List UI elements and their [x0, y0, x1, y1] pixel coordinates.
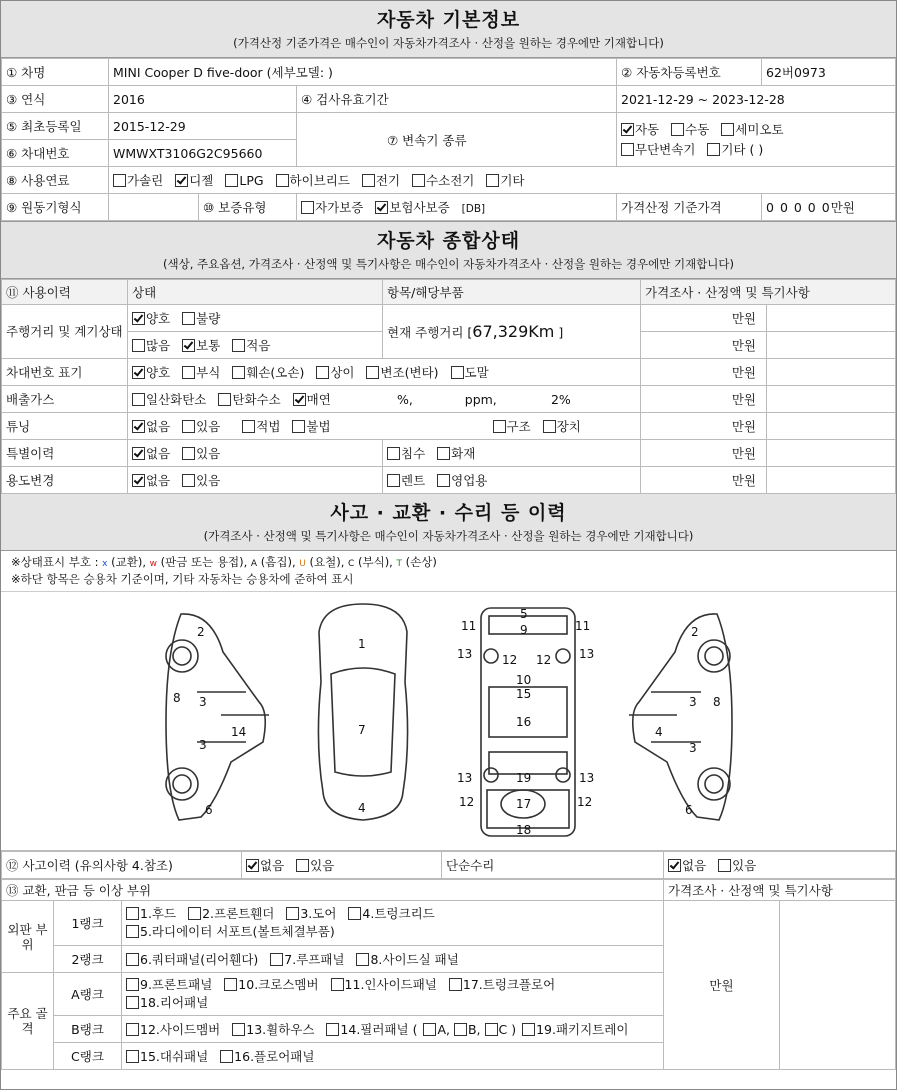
- overall-table: [1, 279, 896, 494]
- rankB-label: B랭크: [54, 1016, 122, 1043]
- parts-price-label: 가격조사 · 산정액 및 특기사항: [664, 880, 896, 901]
- diag-left-6: 6: [205, 803, 213, 817]
- firstreg-label: ⑤ 최초등록일: [2, 113, 109, 140]
- vinmark-note: [767, 359, 896, 386]
- warranty-options: [297, 194, 617, 221]
- accident-history-table: [1, 851, 896, 879]
- checkbox-icon[interactable]: [331, 978, 344, 991]
- mileage-value: 67,329Km: [472, 322, 555, 341]
- fuel-lpg[interactable]: LPG: [225, 173, 263, 188]
- tuning-options: [128, 413, 641, 440]
- inspect-label: ④ 검사유효기간: [297, 86, 617, 113]
- vinmark-good[interactable]: 양호: [132, 363, 170, 381]
- diag-left-3b: 3: [199, 738, 207, 752]
- checkbox-icon[interactable]: [175, 174, 188, 187]
- special-yes[interactable]: 있음: [182, 444, 220, 462]
- checkbox-icon[interactable]: [132, 312, 145, 325]
- emission-co[interactable]: 일산화탄소: [132, 390, 206, 408]
- rankC-label: C랭크: [54, 1043, 122, 1070]
- model-label: ① 차명: [2, 59, 109, 86]
- checkbox-icon[interactable]: [132, 366, 145, 379]
- vinmark-diff[interactable]: 상이: [316, 363, 354, 381]
- tuning-device[interactable]: 장치: [543, 417, 581, 435]
- vinmark-rust[interactable]: 부식: [182, 363, 220, 381]
- diag-under-12b: 12: [536, 653, 552, 667]
- checkbox-icon[interactable]: [293, 393, 306, 406]
- part-roof-panel[interactable]: 7.루프패널: [270, 950, 344, 968]
- legend-line: ※상태표시 부호 : x (교환), w (판금 또는 용접), A (흠집), U (요철), C (부식), T (손상): [11, 555, 437, 569]
- overall-title: 자동차 종합상태: [376, 230, 521, 252]
- part-side-sill[interactable]: 8.사이드실 패널: [356, 950, 458, 968]
- diag-right-8: 8: [713, 695, 721, 709]
- part-cross-member[interactable]: 10.크로스멤버: [224, 976, 318, 994]
- basic-info-subtitle: (가격산정 기준가격은 매수인이 자동차가격조사 · 산정을 원하는 경우에만 기재합니다): [233, 36, 664, 50]
- special-fire[interactable]: 화재: [437, 444, 475, 462]
- emission-unit-ppm: ppm,: [464, 392, 497, 407]
- diag-under-13b: 13: [579, 647, 595, 661]
- emission-price: 만원: [641, 386, 767, 413]
- checkbox-icon[interactable]: [132, 393, 145, 406]
- checkbox-icon[interactable]: [522, 1023, 535, 1036]
- fuel-other[interactable]: 기타: [486, 171, 524, 189]
- part-door[interactable]: 3.도어: [286, 905, 336, 923]
- rankB-items: [122, 1016, 664, 1043]
- usage-note: [767, 467, 896, 494]
- simple-repair-label: 단순수리: [442, 852, 664, 879]
- mileage-label: 주행거리 및 계기상태: [2, 305, 128, 359]
- part-inside-panel[interactable]: 11.인사이드패널: [331, 976, 437, 994]
- overall-subtitle: (색상, 주요옵션, 가격조사 · 산정액 및 특기사항은 매수인이 자동차가격조사 · 산정을 원하는 경우에만 기재합니다): [162, 257, 735, 271]
- checkbox-icon[interactable]: [485, 1023, 498, 1036]
- simple-none[interactable]: 없음: [668, 856, 706, 874]
- checkbox-icon[interactable]: [224, 978, 237, 991]
- diag-under-19: 19: [516, 771, 532, 785]
- diag-top-7: 7: [358, 723, 366, 737]
- outer-label: 외판 부위: [2, 901, 54, 973]
- diag-under-18: 18: [516, 823, 532, 837]
- tuning-legal[interactable]: 적법: [242, 417, 280, 435]
- diag-under-12c: 12: [459, 795, 475, 809]
- checkbox-icon[interactable]: [220, 1050, 233, 1063]
- fuel-hydrogen[interactable]: 수소전기: [412, 171, 474, 189]
- parts-label: ⑬ 교환, 판금 등 이상 부위: [2, 880, 664, 901]
- trans-manual[interactable]: 수동: [671, 120, 709, 140]
- basic-info-header: [1, 1, 896, 58]
- checkbox-icon[interactable]: [126, 925, 139, 938]
- mileage-note: [767, 305, 896, 332]
- checkbox-icon[interactable]: [182, 420, 195, 433]
- parts-table: [1, 879, 896, 1070]
- checkbox-icon[interactable]: [375, 201, 388, 214]
- checkbox-icon[interactable]: [232, 1023, 245, 1036]
- mileage-state-2: [128, 332, 383, 359]
- checkbox-icon[interactable]: [126, 996, 139, 1009]
- checkbox-icon[interactable]: [387, 447, 400, 460]
- rank1-label: 1랭크: [54, 901, 122, 946]
- rank1-items: [122, 901, 664, 946]
- tuning-yes[interactable]: 있음: [182, 417, 220, 435]
- checkbox-icon[interactable]: [286, 907, 299, 920]
- basic-info-title: 자동차 기본정보: [376, 9, 521, 31]
- tuning-price: 만원: [641, 413, 767, 440]
- part-package-tray[interactable]: 19.패키지트레이: [522, 1020, 628, 1038]
- tuning-illegal[interactable]: 불법: [292, 417, 330, 435]
- special-none[interactable]: 없음: [132, 444, 170, 462]
- special-note: [767, 440, 896, 467]
- checkbox-icon[interactable]: [451, 366, 464, 379]
- legend-notes: [1, 551, 896, 592]
- trans-auto[interactable]: 자동: [621, 120, 659, 140]
- checkbox-icon[interactable]: [218, 393, 231, 406]
- emission-options: [128, 386, 641, 413]
- overall-header: [1, 221, 896, 279]
- diag-top-4: 4: [358, 801, 366, 815]
- emission-unit-pct: %,: [396, 392, 413, 407]
- col-history: ⑪ 사용이력: [2, 280, 128, 305]
- frame-label: 주요 골격: [2, 973, 54, 1070]
- checkbox-icon[interactable]: [126, 1050, 139, 1063]
- checkbox-icon[interactable]: [232, 339, 245, 352]
- checkbox-icon[interactable]: [132, 339, 145, 352]
- mileage-bad[interactable]: 불량: [182, 309, 220, 327]
- checkbox-icon[interactable]: [437, 447, 450, 460]
- trans-label-text: ⑦ 변속기 종류: [387, 132, 467, 148]
- checkbox-icon[interactable]: [126, 953, 139, 966]
- pillar-a[interactable]: A,: [423, 1022, 450, 1037]
- fuel-electric[interactable]: 전기: [362, 171, 400, 189]
- part-front-fender[interactable]: 2.프론트휀더: [188, 905, 274, 923]
- year-value: 2016: [109, 86, 297, 113]
- special-options: [128, 440, 383, 467]
- price-value: 0 0 0 0 0만원: [762, 194, 896, 221]
- trans-cvt[interactable]: 무단변속기: [621, 140, 695, 160]
- fuel-gasoline[interactable]: 가솔린: [113, 171, 163, 189]
- trans-semi[interactable]: 세미오토: [721, 120, 783, 140]
- checkbox-icon[interactable]: [543, 420, 556, 433]
- pillar-b[interactable]: B,: [454, 1022, 481, 1037]
- diag-under-11b: 11: [575, 619, 591, 633]
- usage-rent[interactable]: 렌트: [387, 471, 425, 489]
- checkbox-icon[interactable]: [449, 978, 462, 991]
- checkbox-icon[interactable]: [182, 312, 195, 325]
- part-front-panel[interactable]: 9.프론트패널: [126, 976, 212, 994]
- accident-header: [1, 494, 896, 551]
- mileage-good[interactable]: 양호: [132, 309, 170, 327]
- checkbox-icon[interactable]: [671, 123, 684, 136]
- regno-value: 62버0973: [762, 59, 896, 86]
- checkbox-icon[interactable]: [188, 907, 201, 920]
- checkbox-icon[interactable]: [493, 420, 506, 433]
- fuel-label: ⑧ 사용연료: [2, 167, 109, 194]
- tuning-note: [767, 413, 896, 440]
- checkbox-icon[interactable]: [113, 174, 126, 187]
- usage-options: [128, 467, 383, 494]
- checkbox-icon[interactable]: [246, 859, 259, 872]
- emission-smoke[interactable]: 매연: [293, 390, 331, 408]
- checkbox-icon[interactable]: [326, 1023, 339, 1036]
- regno-label: ② 자동차등록번호: [617, 59, 762, 86]
- vinmark-price: 만원: [641, 359, 767, 386]
- accident-subtitle: (가격조사 · 산정액 및 특기사항은 매수인이 자동차가격조사 · 산정을 원하는 경우에만 기재합니다): [203, 529, 694, 543]
- model-value: MINI Cooper D five-door (세부모델: ): [109, 59, 617, 86]
- checkbox-icon[interactable]: [126, 907, 139, 920]
- part-trunk-lid[interactable]: 4.트렁크리드: [348, 905, 434, 923]
- col-item: 항목/해당부품: [383, 280, 641, 305]
- checkbox-icon[interactable]: [132, 447, 145, 460]
- trans-other[interactable]: 기타 ( ): [707, 140, 763, 160]
- mileage-many[interactable]: 많음: [132, 336, 170, 354]
- emission-smoke-value: 2%: [550, 392, 571, 407]
- firstreg-value: 2015-12-29: [109, 113, 297, 140]
- warranty-insurer[interactable]: 보험사보증: [375, 198, 449, 216]
- diag-under-16: 16: [516, 715, 532, 729]
- fuel-hybrid[interactable]: 하이브리드: [276, 171, 350, 189]
- special-price: 만원: [641, 440, 767, 467]
- checkbox-icon[interactable]: [232, 366, 245, 379]
- accident-yes[interactable]: 있음: [296, 856, 334, 874]
- diag-under-17: 17: [516, 797, 532, 811]
- diag-left-3a: 3: [199, 695, 207, 709]
- diag-right-3a: 3: [689, 695, 697, 709]
- checkbox-icon[interactable]: [621, 123, 634, 136]
- emission-label: 배출가스: [2, 386, 128, 413]
- checkbox-icon[interactable]: [423, 1023, 436, 1036]
- usage-items: [383, 467, 641, 494]
- special-label: 특별이력: [2, 440, 128, 467]
- car-diagram-svg: [1, 592, 896, 850]
- basic-info-table: [1, 58, 896, 221]
- emission-hc[interactable]: 탄화수소: [218, 390, 280, 408]
- checkbox-icon[interactable]: [437, 474, 450, 487]
- tuning-none[interactable]: 없음: [132, 417, 170, 435]
- price-label: 가격산정 기준가격: [617, 194, 762, 221]
- checkbox-icon[interactable]: [707, 143, 720, 156]
- checkbox-icon[interactable]: [126, 978, 139, 991]
- checkbox-icon[interactable]: [270, 953, 283, 966]
- usage-business[interactable]: 영업용: [437, 471, 487, 489]
- diag-top-1: 1: [358, 637, 366, 651]
- checkbox-icon[interactable]: [225, 174, 238, 187]
- checkbox-icon[interactable]: [621, 143, 634, 156]
- rank2-label: 2랭크: [54, 946, 122, 973]
- vinmark-damage[interactable]: 훼손(오손): [232, 363, 304, 381]
- diag-under-12a: 12: [502, 653, 518, 667]
- part-radiator-support[interactable]: 5.라디에이터 서포트(볼트체결부품): [126, 923, 335, 941]
- parts-price: 만원: [664, 901, 780, 1070]
- checkbox-icon[interactable]: [387, 474, 400, 487]
- accident-title: 사고 · 교환 · 수리 등 이력: [330, 502, 567, 524]
- motor-label: ⑨ 원동기형식: [2, 194, 109, 221]
- diag-under-11a: 11: [461, 619, 477, 633]
- checkbox-icon[interactable]: [721, 123, 734, 136]
- fuel-diesel[interactable]: 디젤: [175, 171, 213, 189]
- col-price: 가격조사 · 산정액 및 특기사항: [641, 280, 896, 305]
- part-hood[interactable]: 1.후드: [126, 905, 176, 923]
- special-flood[interactable]: 침수: [387, 444, 425, 462]
- checkbox-icon[interactable]: [182, 447, 195, 460]
- accident-hist-options: [242, 852, 442, 879]
- checkbox-icon[interactable]: [242, 420, 255, 433]
- part-rear-panel[interactable]: 18.리어패널: [126, 994, 208, 1012]
- mileage-normal[interactable]: 보통: [182, 336, 220, 354]
- usage-none[interactable]: 없음: [132, 471, 170, 489]
- checkbox-icon[interactable]: [718, 859, 731, 872]
- car-diagram: [1, 592, 896, 851]
- part-floor-panel[interactable]: 16.플로어패널: [220, 1047, 314, 1065]
- diag-under-15: 15: [516, 687, 532, 701]
- usage-price: 만원: [641, 467, 767, 494]
- diag-under-13d: 13: [579, 771, 595, 785]
- diag-under-10: 10: [516, 673, 532, 687]
- vinmark-label: 차대번호 표기: [2, 359, 128, 386]
- checkbox-icon[interactable]: [132, 474, 145, 487]
- part-side-member[interactable]: 12.사이드멤버: [126, 1020, 220, 1038]
- checkbox-icon[interactable]: [182, 339, 195, 352]
- checkbox-icon[interactable]: [412, 174, 425, 187]
- emission-note: [767, 386, 896, 413]
- inspect-value: 2021-12-29 ~ 2023-12-28: [617, 86, 896, 113]
- usage-label: 용도변경: [2, 467, 128, 494]
- usage-yes[interactable]: 있음: [182, 471, 220, 489]
- part-wheel-house[interactable]: 13.휠하우스: [232, 1020, 314, 1038]
- mileage-price: 만원: [641, 305, 767, 332]
- col-state: 상태: [128, 280, 383, 305]
- diag-left-2: 2: [197, 625, 205, 639]
- vinmark-smear[interactable]: 도말: [451, 363, 489, 381]
- trans-label: [297, 113, 617, 167]
- checkbox-icon[interactable]: [348, 907, 361, 920]
- year-label: ③ 연식: [2, 86, 109, 113]
- special-items: [383, 440, 641, 467]
- rankC-items: [122, 1043, 664, 1070]
- warranty-note: [DB]: [461, 203, 486, 215]
- part-trunk-floor[interactable]: 17.트렁크플로어: [449, 976, 555, 994]
- warranty-self[interactable]: 자가보증: [301, 198, 363, 216]
- part-quarter-panel[interactable]: 6.쿼터패널(리어휀다): [126, 950, 258, 968]
- mileage-state-1: [128, 305, 383, 332]
- warranty-label: ⑩ 보증유형: [199, 194, 297, 221]
- part-pillar-panel[interactable]: 14.필러패널 (: [326, 1020, 417, 1038]
- checkbox-icon[interactable]: [292, 420, 305, 433]
- checkbox-icon[interactable]: [276, 174, 289, 187]
- vin-label: ⑥ 차대번호: [2, 140, 109, 167]
- vinmark-options: [128, 359, 641, 386]
- simple-yes[interactable]: 있음: [718, 856, 756, 874]
- trans-options: [617, 113, 896, 167]
- mileage-few[interactable]: 적음: [232, 336, 270, 354]
- mileage-note-2: [767, 332, 896, 359]
- checkbox-icon[interactable]: [316, 366, 329, 379]
- diag-under-9: 9: [520, 623, 528, 637]
- checkbox-icon[interactable]: [454, 1023, 467, 1036]
- checkbox-icon[interactable]: [301, 201, 314, 214]
- checkbox-icon[interactable]: [356, 953, 369, 966]
- note-passenger: ※하단 항목은 승용차 기준이며, 기타 자동차는 승용차에 준하여 표시: [11, 572, 354, 586]
- parts-note: [780, 901, 896, 1070]
- checkbox-icon[interactable]: [296, 859, 309, 872]
- checkbox-icon[interactable]: [182, 366, 195, 379]
- diag-under-5: 5: [520, 607, 528, 621]
- accident-none[interactable]: 없음: [246, 856, 284, 874]
- part-dash-panel[interactable]: 15.대쉬패널: [126, 1047, 208, 1065]
- diag-right-4: 4: [655, 725, 663, 739]
- rankA-items: [122, 973, 664, 1016]
- rankA-label: A랭크: [54, 973, 122, 1016]
- checkbox-icon[interactable]: [132, 420, 145, 433]
- mileage-price-2: 만원: [641, 332, 767, 359]
- diag-under-13a: 13: [457, 647, 473, 661]
- diag-right-6: 6: [685, 803, 693, 817]
- diag-right-2: 2: [691, 625, 699, 639]
- diag-right-3b: 3: [689, 741, 697, 755]
- diag-left-8: 8: [173, 691, 181, 705]
- tuning-label: 튜닝: [2, 413, 128, 440]
- tuning-structure[interactable]: 구조: [493, 417, 531, 435]
- checkbox-icon[interactable]: [668, 859, 681, 872]
- checkbox-icon[interactable]: [486, 174, 499, 187]
- diag-under-12d: 12: [577, 795, 593, 809]
- checkbox-icon[interactable]: [366, 366, 379, 379]
- diag-under-13c: 13: [457, 771, 473, 785]
- diag-left-14: 14: [231, 725, 247, 739]
- pillar-c[interactable]: C ): [485, 1022, 517, 1037]
- rank2-items: [122, 946, 664, 973]
- accident-hist-label: ⑫ 사고이력 (유의사항 4.참조): [2, 852, 242, 879]
- vinmark-altered[interactable]: 변조(변타): [366, 363, 438, 381]
- fuel-options: [109, 167, 896, 194]
- checkbox-icon[interactable]: [182, 474, 195, 487]
- checkbox-icon[interactable]: [126, 1023, 139, 1036]
- simple-repair-options: [664, 852, 896, 879]
- mileage-current: 현재 주행거리 [67,329Km ]: [383, 305, 641, 359]
- vin-value: WMWXT3106G2C95660: [109, 140, 297, 167]
- motor-value: [109, 194, 199, 221]
- checkbox-icon[interactable]: [362, 174, 375, 187]
